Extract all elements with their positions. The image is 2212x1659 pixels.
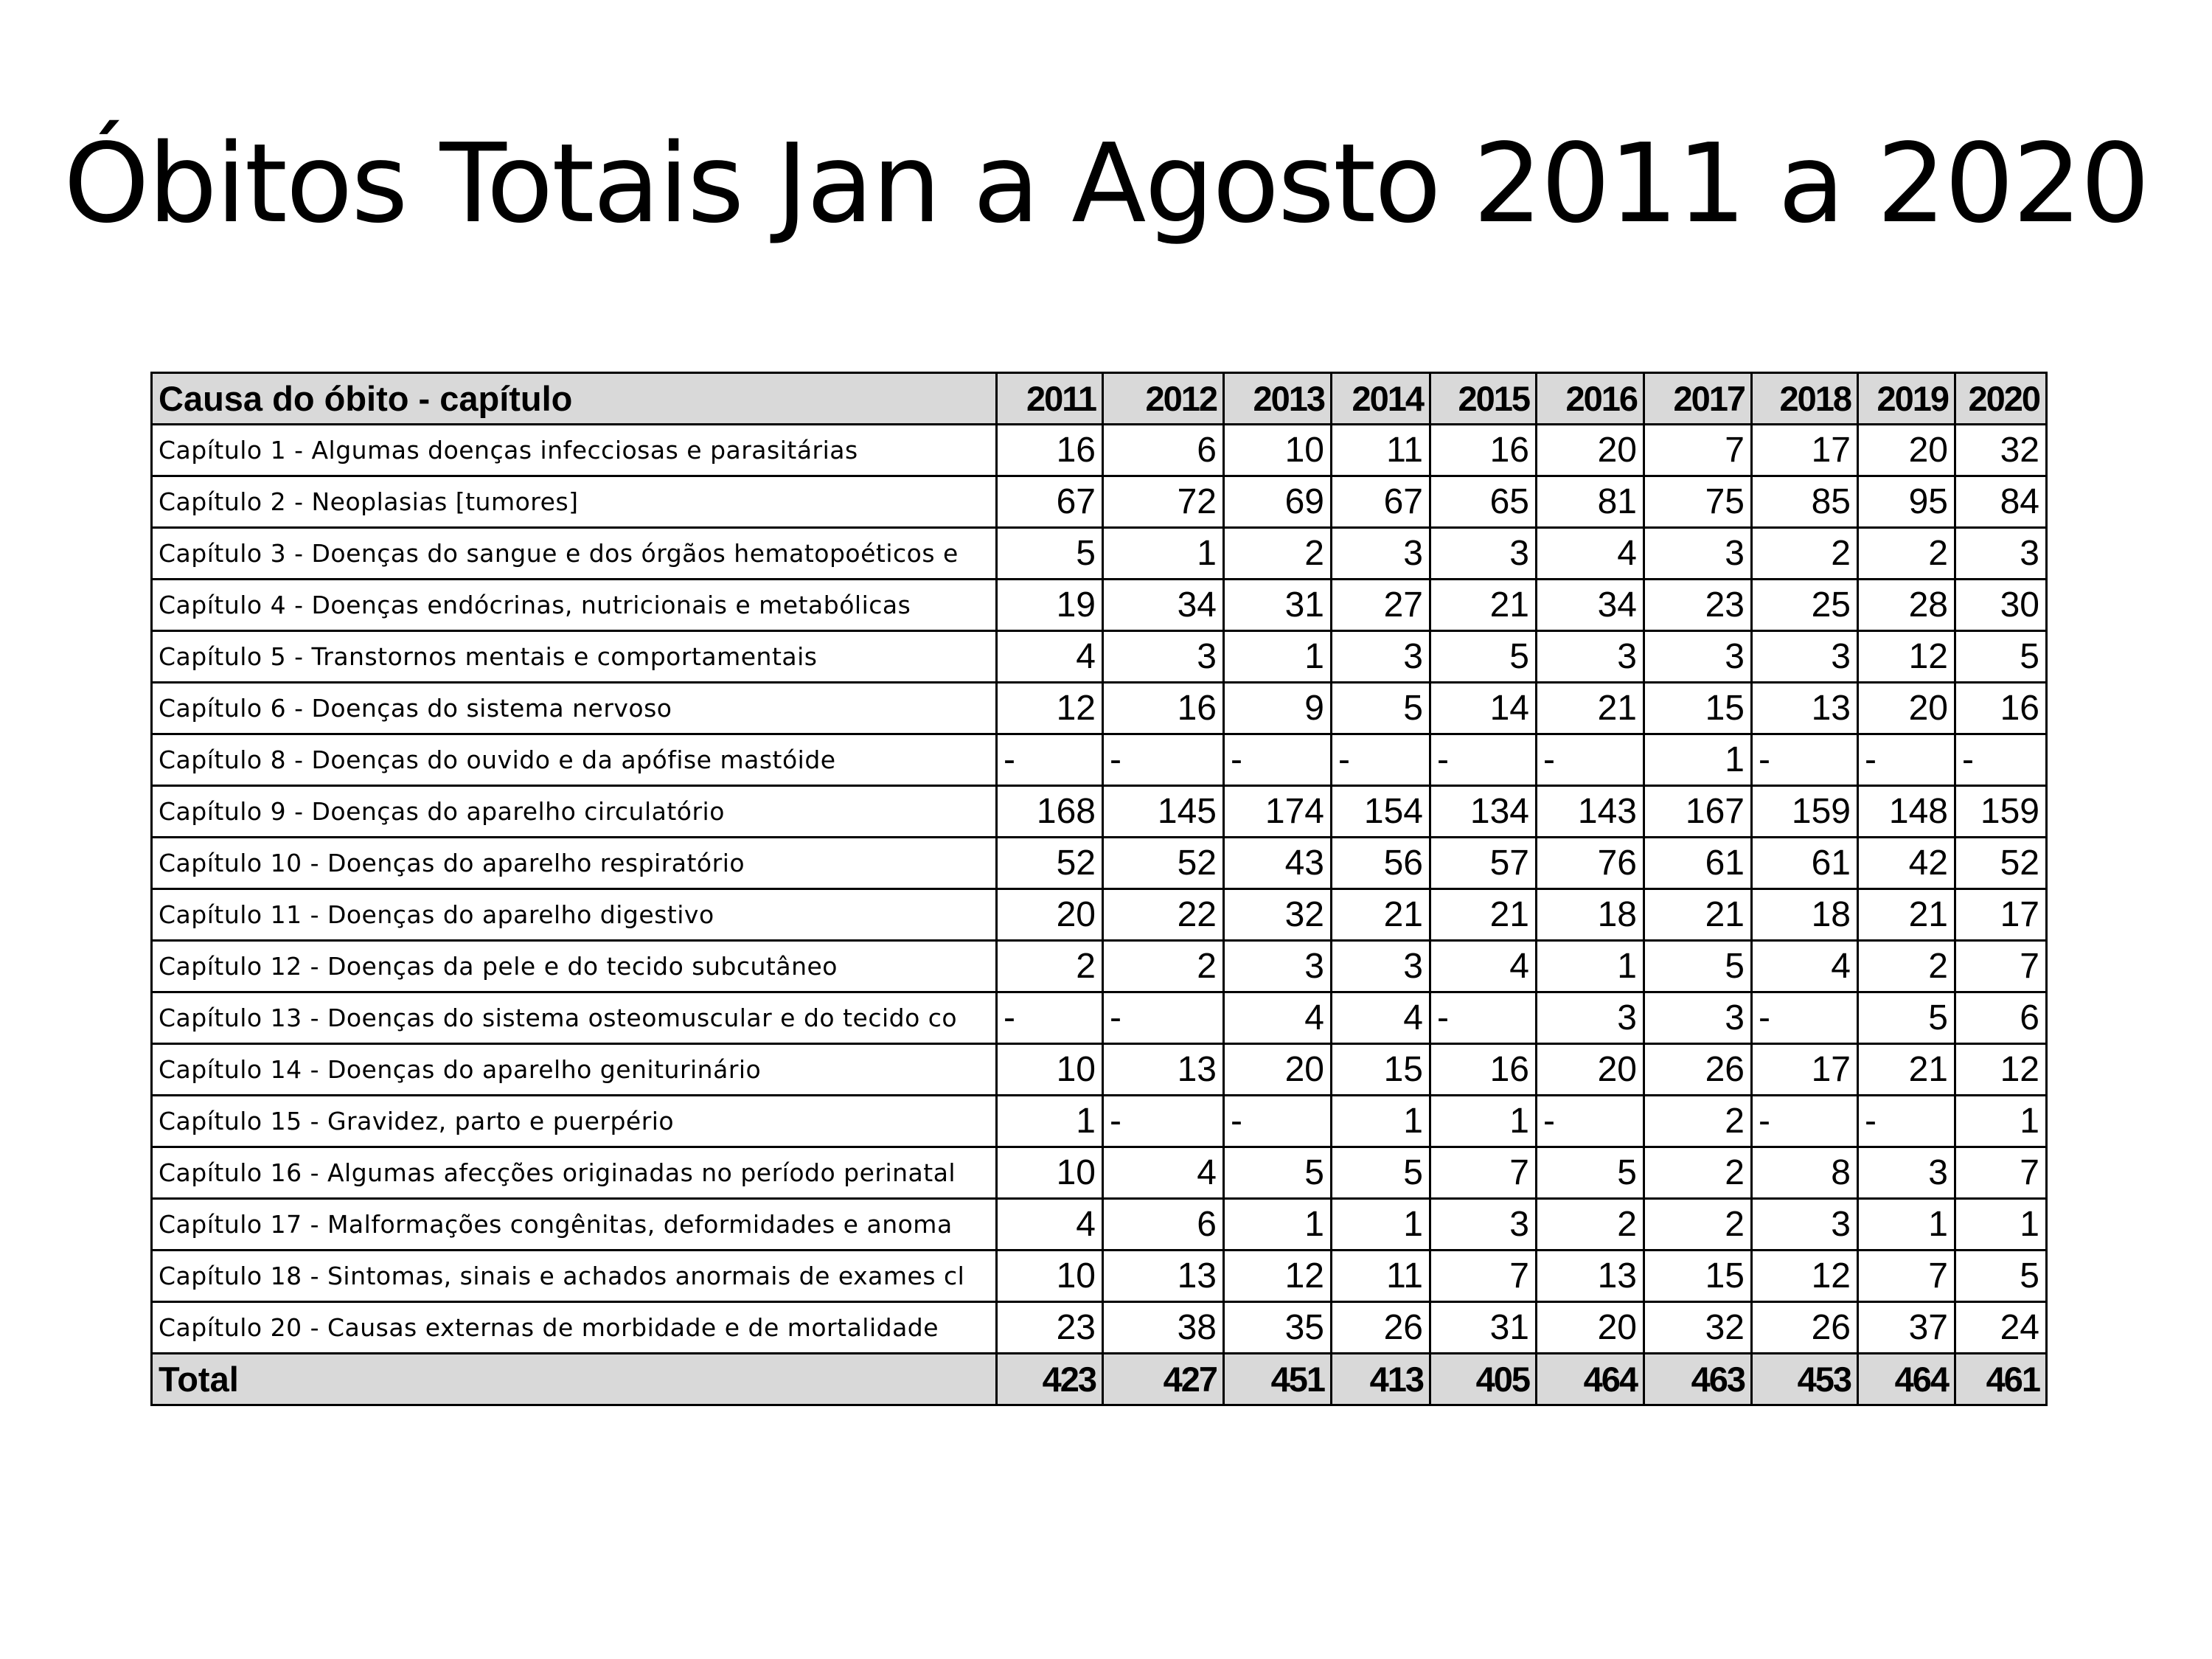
row-value: 75 [1644, 476, 1752, 528]
row-value: 26 [1644, 1044, 1752, 1096]
row-value: 4 [997, 1199, 1103, 1251]
table-row [152, 1044, 2047, 1096]
row-value: 10 [1224, 425, 1332, 476]
row-value: - [1537, 734, 1644, 786]
total-value: 451 [1224, 1354, 1332, 1405]
row-value: 3 [1332, 528, 1430, 580]
row-value: - [1858, 734, 1955, 786]
total-value: 464 [1537, 1354, 1644, 1405]
row-value: 32 [1644, 1302, 1752, 1354]
row-value: 9 [1224, 683, 1332, 734]
row-value: 5 [1224, 1147, 1332, 1199]
table-row [152, 1199, 2047, 1251]
row-value: 20 [997, 889, 1103, 941]
row-value: 1 [1224, 631, 1332, 683]
row-value: 34 [1537, 580, 1644, 631]
row-label: Capítulo 6 - Doenças do sistema nervoso [152, 683, 997, 734]
total-value: 423 [997, 1354, 1103, 1405]
row-value: - [1430, 734, 1537, 786]
total-value: 427 [1103, 1354, 1224, 1405]
row-value: 21 [1537, 683, 1644, 734]
row-value: 52 [1103, 838, 1224, 889]
header-year: 2015 [1430, 373, 1537, 425]
row-value: 12 [1955, 1044, 2047, 1096]
row-value: 2 [1644, 1096, 1752, 1147]
table-row [152, 786, 2047, 838]
table-row [152, 1147, 2047, 1199]
row-value: 57 [1430, 838, 1537, 889]
row-value: 13 [1103, 1251, 1224, 1302]
table-row [152, 941, 2047, 992]
row-value: 25 [1752, 580, 1858, 631]
row-label: Capítulo 12 - Doenças da pele e do tecido subcutâneo [152, 941, 997, 992]
row-value: 6 [1955, 992, 2047, 1044]
row-label: Capítulo 16 - Algumas afecções originadas no período perinatal [152, 1147, 997, 1199]
row-value: 15 [1644, 683, 1752, 734]
table-row [152, 476, 2047, 528]
row-value: 12 [1752, 1251, 1858, 1302]
table-row [152, 734, 2047, 786]
row-value: 3 [1537, 631, 1644, 683]
row-value: 7 [1955, 941, 2047, 992]
header-year: 2019 [1858, 373, 1955, 425]
row-value: 3 [1644, 992, 1752, 1044]
row-value: - [1858, 1096, 1955, 1147]
row-value: 65 [1430, 476, 1537, 528]
table-row [152, 580, 2047, 631]
row-value: 69 [1224, 476, 1332, 528]
row-value: 61 [1752, 838, 1858, 889]
row-value: 21 [1858, 1044, 1955, 1096]
row-value: 1 [1644, 734, 1752, 786]
row-value: 67 [1332, 476, 1430, 528]
row-value: 1 [1858, 1199, 1955, 1251]
row-value: 4 [1752, 941, 1858, 992]
row-value: 13 [1103, 1044, 1224, 1096]
row-value: 1 [1103, 528, 1224, 580]
row-value: 7 [1858, 1251, 1955, 1302]
row-value: 3 [1103, 631, 1224, 683]
row-value: 2 [1103, 941, 1224, 992]
row-value: 2 [1224, 528, 1332, 580]
row-value: 52 [997, 838, 1103, 889]
row-value: 7 [1430, 1147, 1537, 1199]
row-value: 15 [1332, 1044, 1430, 1096]
row-label: Capítulo 1 - Algumas doenças infecciosas e parasitárias [152, 425, 997, 476]
row-label: Capítulo 17 - Malformações congênitas, deformidades e anoma [152, 1199, 997, 1251]
row-value: 1 [997, 1096, 1103, 1147]
row-value: 4 [1430, 941, 1537, 992]
row-value: 1 [1955, 1096, 2047, 1147]
row-value: 24 [1955, 1302, 2047, 1354]
row-value: 32 [1224, 889, 1332, 941]
row-value: 85 [1752, 476, 1858, 528]
row-value: 3 [1224, 941, 1332, 992]
row-value: 2 [1858, 528, 1955, 580]
row-value: 20 [1858, 425, 1955, 476]
row-value: 5 [997, 528, 1103, 580]
row-value: 3 [1644, 631, 1752, 683]
row-value: 3 [1430, 1199, 1537, 1251]
row-value: 159 [1752, 786, 1858, 838]
total-value: 453 [1752, 1354, 1858, 1405]
row-value: - [1955, 734, 2047, 786]
row-value: 28 [1858, 580, 1955, 631]
row-value: - [1752, 734, 1858, 786]
row-label: Capítulo 14 - Doenças do aparelho geniturinário [152, 1044, 997, 1096]
total-value: 413 [1332, 1354, 1430, 1405]
row-value: 2 [1644, 1199, 1752, 1251]
row-value: 56 [1332, 838, 1430, 889]
table-row [152, 1302, 2047, 1354]
row-value: 26 [1332, 1302, 1430, 1354]
row-value: 3 [1430, 528, 1537, 580]
row-value: 5 [1332, 683, 1430, 734]
row-label: Capítulo 20 - Causas externas de morbidade e de mortalidade [152, 1302, 997, 1354]
row-value: 134 [1430, 786, 1537, 838]
row-value: 4 [1224, 992, 1332, 1044]
row-value: 5 [1955, 631, 2047, 683]
row-value: 4 [1537, 528, 1644, 580]
row-value: 10 [997, 1044, 1103, 1096]
header-cause-label: Causa do óbito - capítulo [152, 373, 997, 425]
row-value: 11 [1332, 425, 1430, 476]
row-label: Capítulo 9 - Doenças do aparelho circulatório [152, 786, 997, 838]
row-value: 20 [1224, 1044, 1332, 1096]
row-value: 3 [1955, 528, 2047, 580]
row-value: - [997, 734, 1103, 786]
row-value: 61 [1644, 838, 1752, 889]
header-year: 2014 [1332, 373, 1430, 425]
header-year: 2017 [1644, 373, 1752, 425]
row-value: 3 [1752, 1199, 1858, 1251]
table-body [152, 425, 2047, 1354]
row-value: 15 [1644, 1251, 1752, 1302]
row-value: - [1103, 992, 1224, 1044]
row-value: 5 [1858, 992, 1955, 1044]
row-value: 167 [1644, 786, 1752, 838]
row-value: 20 [1858, 683, 1955, 734]
row-label: Capítulo 5 - Transtornos mentais e comportamentais [152, 631, 997, 683]
row-value: 1 [1537, 941, 1644, 992]
row-value: 21 [1430, 889, 1537, 941]
row-value: 3 [1332, 631, 1430, 683]
row-value: 143 [1537, 786, 1644, 838]
row-value: 5 [1430, 631, 1537, 683]
row-value: 159 [1955, 786, 2047, 838]
row-value: 3 [1752, 631, 1858, 683]
row-value: - [1332, 734, 1430, 786]
row-value: 3 [1858, 1147, 1955, 1199]
row-value: 13 [1537, 1251, 1644, 1302]
row-value: 35 [1224, 1302, 1332, 1354]
row-value: 21 [1858, 889, 1955, 941]
row-value: 31 [1224, 580, 1332, 631]
row-value: 11 [1332, 1251, 1430, 1302]
row-value: 18 [1537, 889, 1644, 941]
row-value: 3 [1644, 528, 1752, 580]
row-value: 20 [1537, 1302, 1644, 1354]
table-row [152, 1251, 2047, 1302]
row-value: - [1103, 734, 1224, 786]
row-value: 37 [1858, 1302, 1955, 1354]
row-value: 168 [997, 786, 1103, 838]
row-value: 17 [1955, 889, 2047, 941]
row-value: 148 [1858, 786, 1955, 838]
row-value: 1 [1224, 1199, 1332, 1251]
row-value: 13 [1752, 683, 1858, 734]
row-value: 145 [1103, 786, 1224, 838]
row-value: 20 [1537, 425, 1644, 476]
row-value: 27 [1332, 580, 1430, 631]
row-value: 7 [1430, 1251, 1537, 1302]
table-row [152, 992, 2047, 1044]
row-value: 17 [1752, 1044, 1858, 1096]
row-value: 1 [1955, 1199, 2047, 1251]
row-value: 16 [997, 425, 1103, 476]
header-year: 2013 [1224, 373, 1332, 425]
mortality-table [150, 372, 2048, 1406]
row-value: 3 [1332, 941, 1430, 992]
header-year: 2012 [1103, 373, 1224, 425]
row-value: 23 [1644, 580, 1752, 631]
row-value: 76 [1537, 838, 1644, 889]
row-label: Capítulo 13 - Doenças do sistema osteomuscular e do tecido co [152, 992, 997, 1044]
table-header-row [152, 373, 2047, 425]
row-value: - [1752, 1096, 1858, 1147]
row-value: 23 [997, 1302, 1103, 1354]
row-value: 95 [1858, 476, 1955, 528]
row-label: Capítulo 18 - Sintomas, sinais e achados anormais de exames cl [152, 1251, 997, 1302]
row-value: 42 [1858, 838, 1955, 889]
row-value: 2 [1537, 1199, 1644, 1251]
row-label: Capítulo 4 - Doenças endócrinas, nutricionais e metabólicas [152, 580, 997, 631]
row-value: 32 [1955, 425, 2047, 476]
row-value: 17 [1752, 425, 1858, 476]
row-value: 38 [1103, 1302, 1224, 1354]
total-value: 463 [1644, 1354, 1752, 1405]
row-value: 12 [1224, 1251, 1332, 1302]
row-value: 5 [1955, 1251, 2047, 1302]
row-value: 20 [1537, 1044, 1644, 1096]
table-row [152, 425, 2047, 476]
row-value: 4 [997, 631, 1103, 683]
row-value: 1 [1332, 1096, 1430, 1147]
total-value: 464 [1858, 1354, 1955, 1405]
row-value: 8 [1752, 1147, 1858, 1199]
row-value: 52 [1955, 838, 2047, 889]
header-year: 2011 [997, 373, 1103, 425]
row-value: 1 [1332, 1199, 1430, 1251]
row-value: 43 [1224, 838, 1332, 889]
row-value: 12 [997, 683, 1103, 734]
row-value: 16 [1103, 683, 1224, 734]
total-row [152, 1354, 2047, 1405]
table-row [152, 631, 2047, 683]
row-label: Capítulo 8 - Doenças do ouvido e da apófise mastóide [152, 734, 997, 786]
header-year: 2016 [1537, 373, 1644, 425]
row-value: 19 [997, 580, 1103, 631]
table-row [152, 1096, 2047, 1147]
row-value: - [1103, 1096, 1224, 1147]
row-value: 21 [1332, 889, 1430, 941]
row-value: 21 [1644, 889, 1752, 941]
row-value: 6 [1103, 1199, 1224, 1251]
row-value: 5 [1537, 1147, 1644, 1199]
row-value: 7 [1955, 1147, 2047, 1199]
row-value: 22 [1103, 889, 1224, 941]
row-value: - [997, 992, 1103, 1044]
row-value: 26 [1752, 1302, 1858, 1354]
row-value: 3 [1537, 992, 1644, 1044]
row-value: 4 [1103, 1147, 1224, 1199]
row-value: 174 [1224, 786, 1332, 838]
row-value: - [1537, 1096, 1644, 1147]
row-label: Capítulo 15 - Gravidez, parto e puerpério [152, 1096, 997, 1147]
row-value: 7 [1644, 425, 1752, 476]
row-value: 5 [1332, 1147, 1430, 1199]
row-value: 72 [1103, 476, 1224, 528]
row-value: 16 [1430, 1044, 1537, 1096]
row-value: 1 [1430, 1096, 1537, 1147]
row-value: 16 [1955, 683, 2047, 734]
total-value: 461 [1955, 1354, 2047, 1405]
row-value: 84 [1955, 476, 2047, 528]
total-value: 405 [1430, 1354, 1537, 1405]
row-value: 10 [997, 1251, 1103, 1302]
header-year: 2018 [1752, 373, 1858, 425]
row-value: - [1752, 992, 1858, 1044]
row-value: 10 [997, 1147, 1103, 1199]
row-value: 67 [997, 476, 1103, 528]
row-value: 21 [1430, 580, 1537, 631]
table-row [152, 889, 2047, 941]
total-label: Total [152, 1354, 997, 1405]
row-value: 30 [1955, 580, 2047, 631]
header-year: 2020 [1955, 373, 2047, 425]
table-row [152, 683, 2047, 734]
slide-title: Óbitos Totais Jan a Agosto 2011 a 2020 [63, 120, 2149, 247]
row-label: Capítulo 3 - Doenças do sangue e dos órgãos hematopoéticos e [152, 528, 997, 580]
row-value: 16 [1430, 425, 1537, 476]
row-value: - [1224, 1096, 1332, 1147]
row-label: Capítulo 10 - Doenças do aparelho respiratório [152, 838, 997, 889]
row-value: - [1224, 734, 1332, 786]
row-value: 18 [1752, 889, 1858, 941]
row-value: 4 [1332, 992, 1430, 1044]
row-value: 12 [1858, 631, 1955, 683]
row-value: 34 [1103, 580, 1224, 631]
row-value: 154 [1332, 786, 1430, 838]
row-value: 2 [997, 941, 1103, 992]
row-value: 2 [1752, 528, 1858, 580]
row-value: 2 [1858, 941, 1955, 992]
row-value: 5 [1644, 941, 1752, 992]
row-value: 14 [1430, 683, 1537, 734]
table-row [152, 528, 2047, 580]
row-value: - [1430, 992, 1537, 1044]
table-row [152, 838, 2047, 889]
row-value: 31 [1430, 1302, 1537, 1354]
row-label: Capítulo 11 - Doenças do aparelho digestivo [152, 889, 997, 941]
row-value: 81 [1537, 476, 1644, 528]
row-value: 2 [1644, 1147, 1752, 1199]
row-value: 6 [1103, 425, 1224, 476]
row-label: Capítulo 2 - Neoplasias [tumores] [152, 476, 997, 528]
